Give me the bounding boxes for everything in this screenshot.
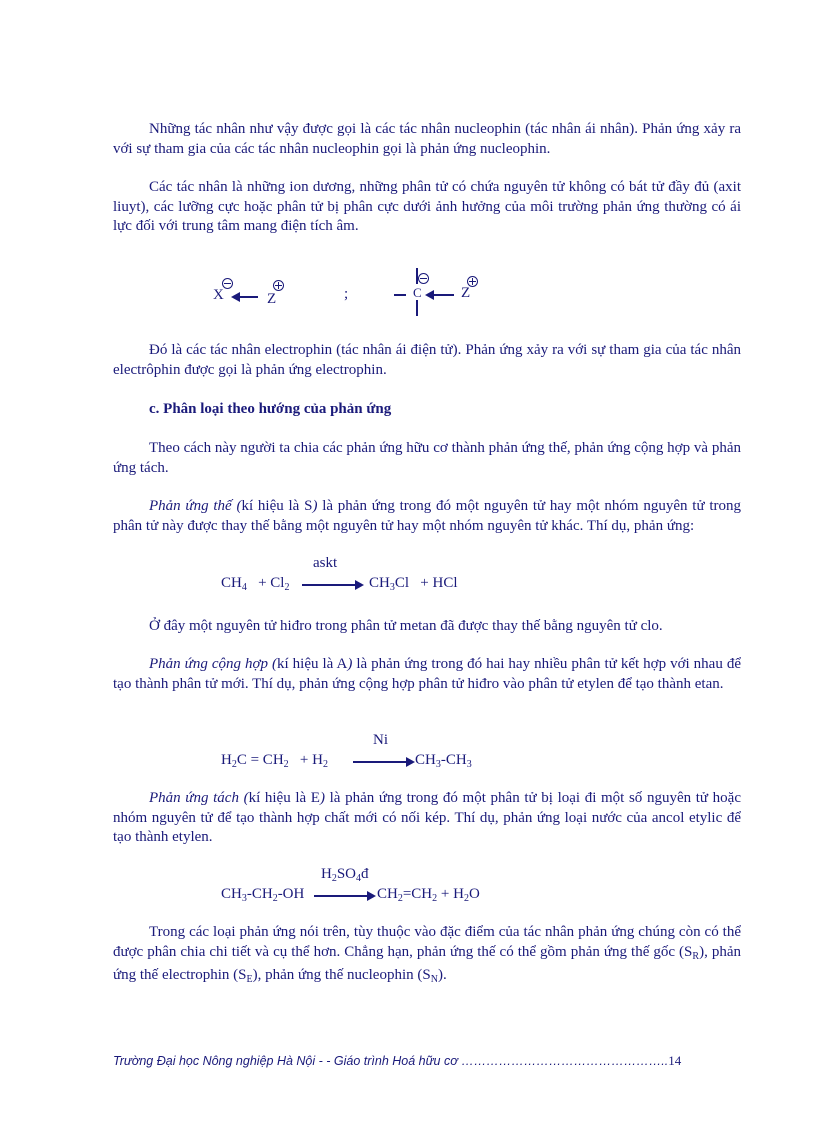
scheme-carbon: C: [413, 285, 422, 300]
eq2-h2-sub: 2: [322, 759, 328, 770]
negative-charge-icon: [418, 273, 429, 284]
eq3-b-sub: 2: [272, 893, 278, 904]
addition-definition: là phản ứng trong đó hai hay nhiều phân tử kết hợp với nhau để tạo thành phân tử mới. Thí dụ, phản ứng cộng hợp phân tử hiđro vào phân tử etylen để tạo thành etan.: [113, 656, 741, 692]
page-number: 14: [668, 1053, 682, 1068]
addition-symbol: kí hiệu là A: [277, 656, 348, 672]
p9-d: ).: [437, 967, 447, 983]
p9-e: E: [246, 974, 253, 985]
term-addition: Phản ứng cộng hợp (: [149, 656, 277, 672]
eq3-cond-sub2: 4: [356, 873, 362, 884]
eq1-prod1: CH: [369, 575, 390, 591]
eq1-products: [369, 575, 458, 593]
arrow-left-icon: [233, 296, 258, 298]
eq1-reactants: [221, 575, 289, 593]
p9-r: R: [692, 950, 700, 962]
eq3-a: CH: [221, 886, 242, 902]
paren-close: ): [312, 498, 318, 514]
eq2-h-sub: 2: [231, 759, 237, 770]
eq3-p1-mid: =CH: [402, 886, 433, 902]
negative-charge-icon: [222, 278, 233, 289]
eq3-cond-b: SO: [336, 866, 357, 882]
eq3-cond-a: H: [321, 866, 332, 882]
eq2-prod-sub2: 3: [466, 759, 472, 770]
paragraph-substitution: [113, 497, 741, 536]
arrow-right-icon: [314, 895, 374, 897]
paragraph-elimination: [113, 789, 741, 848]
eq3-p1-sub2: 2: [432, 893, 438, 904]
eq3-cond-c: đ: [361, 866, 369, 882]
paragraph-electrophile-agents: Các tác nhân là những ion dương, những phân tử có chứa nguyên tử không có bát tử đầy đủ (axit liuyt), các lưỡng cực hoặc phân tử bị phân cực dưới ảnh hưởng của môi trường phản ứng thường có ái lực đối với trung tâm mang điện tích âm.: [113, 179, 741, 234]
elimination-symbol: kí hiệu là E: [248, 790, 320, 806]
eq2-h: H: [221, 752, 232, 768]
paren-close: ): [319, 790, 325, 806]
eq1-cl-sub: 2: [284, 582, 290, 593]
eq1-ch-sub: 4: [241, 582, 247, 593]
eq3-condition: [321, 866, 369, 884]
eq3-b: -CH: [246, 886, 273, 902]
paragraph-subdivision: [113, 923, 741, 990]
eq1-prod2: + HCl: [420, 575, 458, 591]
scheme-z1: Z: [267, 291, 277, 307]
bond-bottom: [416, 300, 418, 316]
paragraph-electrophin: Đó là các tác nhân electrophin (tác nhân ái điện tử). Phản ứng xảy ra với sự tham gia của tác nhân electrôphin được gọi là phản ứng electrophin.: [113, 342, 741, 378]
bond-left: [394, 294, 406, 296]
p9-n: N: [430, 974, 438, 985]
paragraph-addition: [113, 655, 741, 694]
eq3-p2: + H: [437, 886, 464, 902]
term-elimination: Phản ứng tách (: [149, 790, 249, 806]
eq3-p1-sub: 2: [397, 893, 403, 904]
eq1-prod1-sub: 3: [389, 582, 395, 593]
eq1-ch: CH: [221, 575, 242, 591]
substitution-symbol: kí hiệu là S: [241, 498, 313, 514]
eq2-ch2-sub: 2: [283, 759, 289, 770]
eq1-prod1-tail: Cl: [394, 575, 410, 591]
paragraph-reaction-types: Theo cách này người ta chia các phản ứng hữu cơ thành phản ứng thế, phản ứng cộng hợp và phản ứng tách.: [113, 440, 741, 476]
eq3-p1: CH: [377, 886, 398, 902]
scheme-z2: Z: [461, 285, 471, 301]
eq3-c: -OH: [277, 886, 305, 902]
paragraph-methane-example: Ở đây một nguyên tử hiđro trong phân tử metan đã được thay thế bằng nguyên tử clo.: [149, 618, 663, 634]
arrow-left-icon: [427, 294, 454, 296]
eq1-cl: + Cl: [258, 575, 285, 591]
substitution-definition: là phản ứng trong đó một nguyên tử hay một nhóm nguyên tử trong phân tử này được thay thế bằng một nguyên tử hay một nhóm nguyên tử khác. Thí dụ, phản ứng:: [113, 498, 741, 534]
eq3-a-sub: 3: [241, 893, 247, 904]
eq3-p2-sub: 2: [463, 893, 469, 904]
arrow-right-icon: [353, 761, 413, 763]
eq2-prod-mid: -CH: [440, 752, 467, 768]
eq3-products: [377, 886, 480, 904]
elimination-definition: là phản ứng trong đó một phân tử bị loại đi một số nguyên tử hoặc nhóm nguyên tử để tạo thành hợp chất mới có nối kép. Thí dụ, phản ứng loại nước của ancol etylic để tạo thành etylen.: [113, 790, 741, 845]
positive-charge-icon: [467, 276, 478, 287]
paragraph-nucleophile: Những tác nhân như vậy được gọi là các tác nhân nucleophin (tác nhân ái nhân). Phản ứng xảy ra với sự tham gia của các tác nhân nucleophin gọi là phản ứng nucleophin.: [113, 121, 741, 157]
paren-close: ): [347, 656, 353, 672]
term-substitution: Phản ứng thế (: [149, 498, 242, 514]
scheme-x: X: [213, 287, 224, 303]
positive-charge-icon: [273, 280, 284, 291]
page-footer: [113, 1053, 681, 1069]
section-heading: c. Phân loại theo hướng của phản ứng: [149, 401, 392, 417]
p9-b: ), phản ứng thế electrophin (S: [113, 943, 741, 983]
eq2-mid: C = CH: [236, 752, 284, 768]
p9-c: ), phản ứng thế nucleophin (S: [252, 967, 431, 983]
footer-text: Trường Đại học Nông nghiệp Hà Nội - - Giáo trình Hoá hữu cơ …………………………………………..: [113, 1054, 669, 1068]
eq2-prod: CH: [415, 752, 436, 768]
eq2-plus: + H: [299, 752, 323, 768]
p9-a: Trong các loại phản ứng nói trên, tùy thuộc vào đặc điểm của tác nhân phản ứng chúng còn có thể được phân chia chi tiết và cụ thể hơn. Chẳng hạn, phản ứng thế có thể gồm phản ứng thế gốc (S: [113, 924, 741, 960]
eq3-reactant: [221, 886, 304, 904]
eq2-reactants: [221, 752, 328, 770]
eq2-prod-sub1: 3: [435, 759, 441, 770]
eq2-condition: Ni: [373, 732, 388, 748]
eq2-product: [415, 752, 472, 770]
arrow-right-icon: [302, 584, 362, 586]
scheme-semicolon: ;: [344, 286, 349, 302]
eq1-condition: askt: [313, 555, 338, 571]
eq3-cond-sub1: 2: [331, 873, 337, 884]
eq3-p2-tail: O: [468, 886, 480, 902]
